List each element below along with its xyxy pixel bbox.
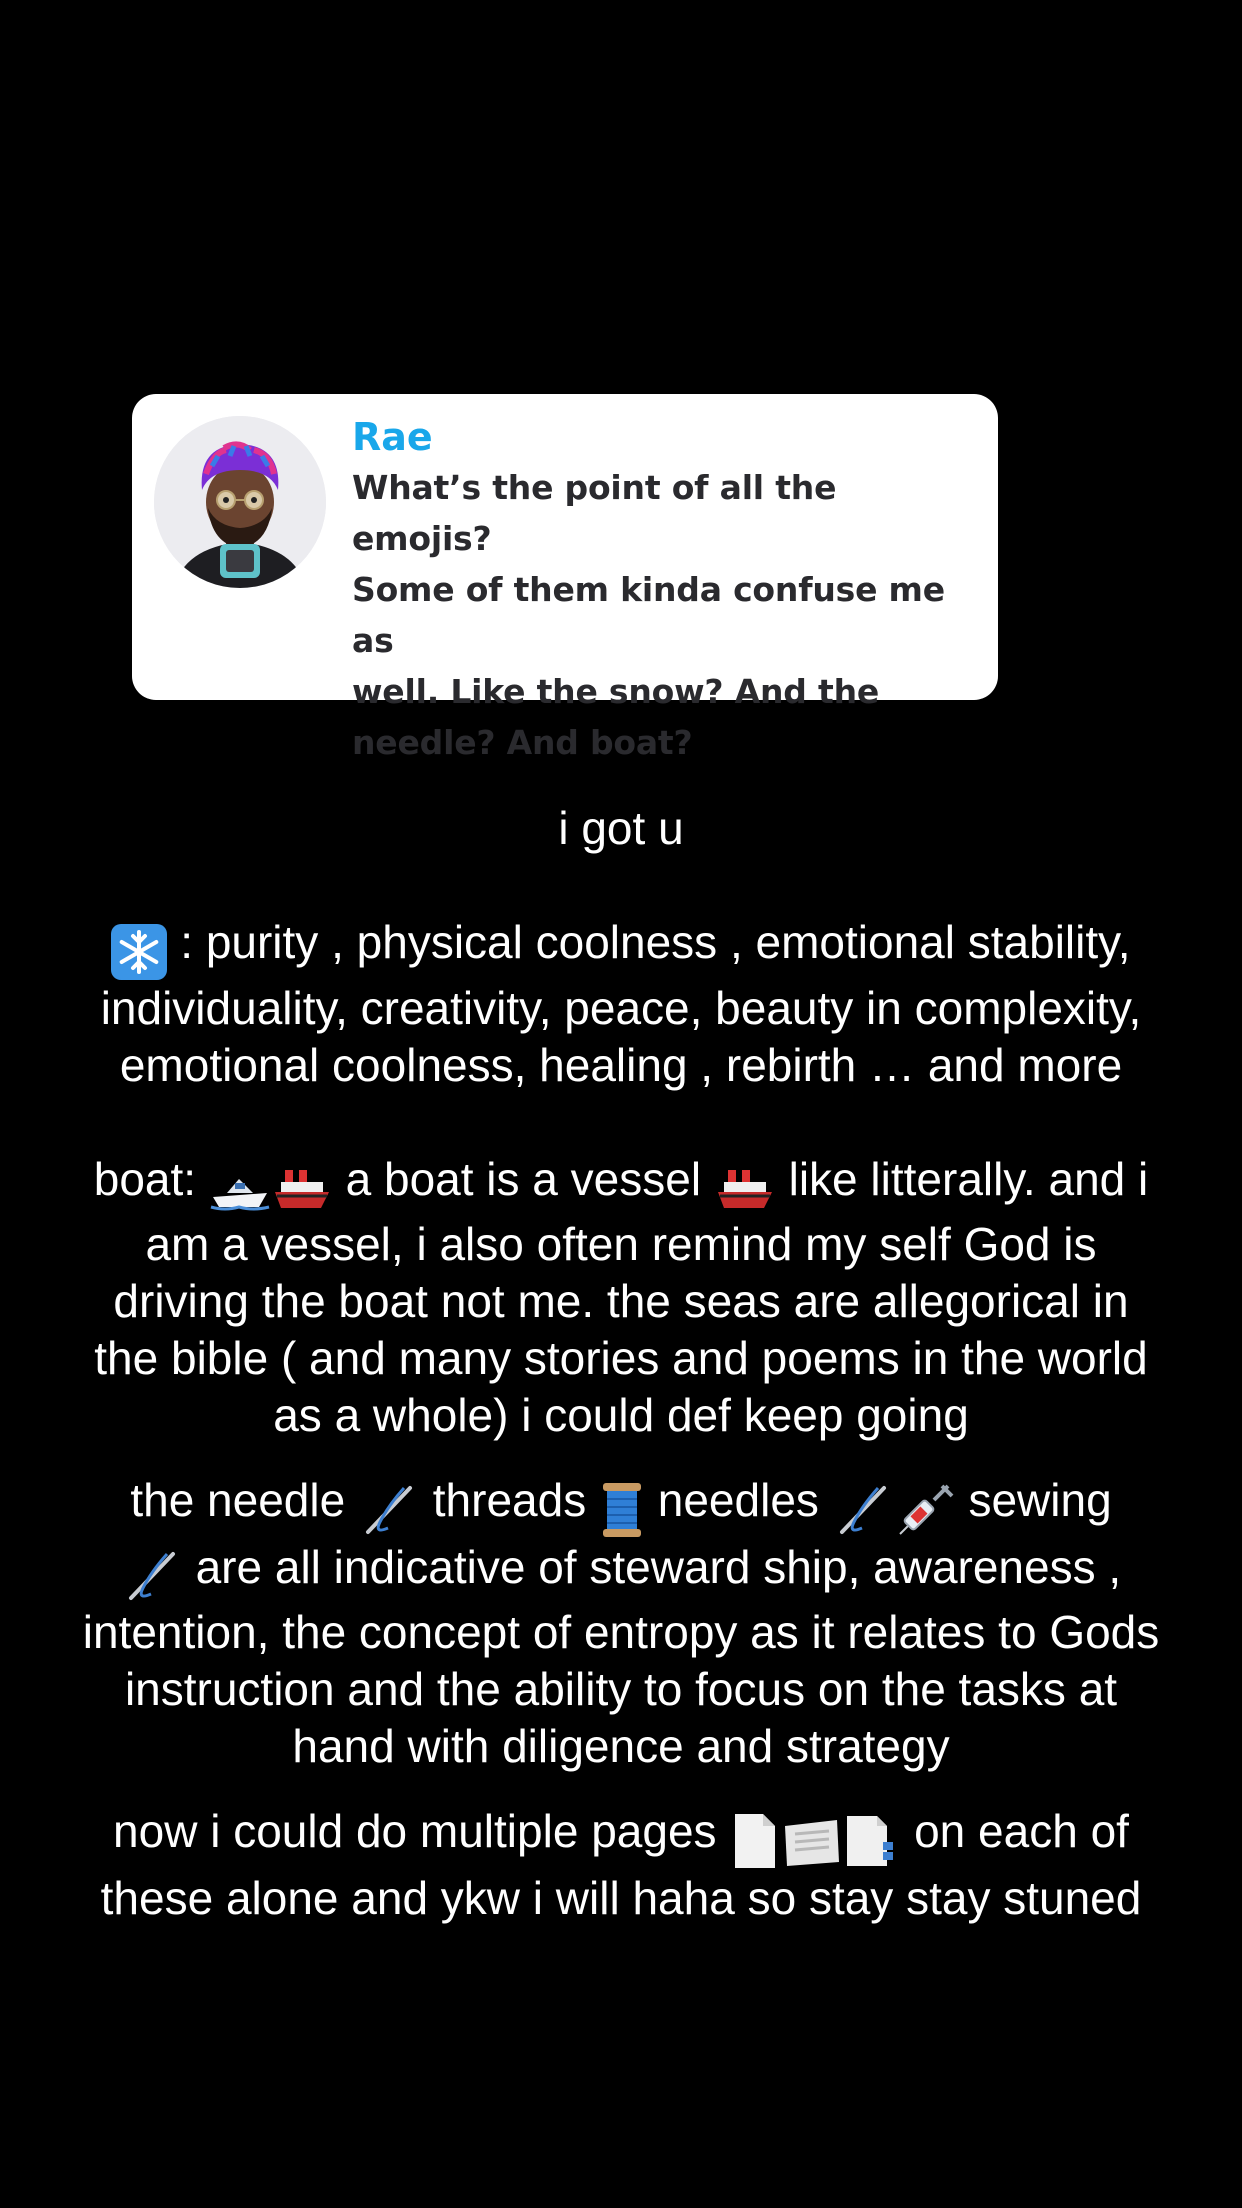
syringe-icon bbox=[894, 1478, 956, 1538]
question-line: What’s the point of all the emojis? bbox=[352, 468, 837, 558]
caption-needle-text: threads bbox=[419, 1474, 599, 1526]
caption-needle-text: are all indicative of steward ship, awareness , bbox=[182, 1540, 1122, 1593]
caption-snow-line: emotional coolness, healing , rebirth … and more bbox=[119, 1038, 1123, 1091]
question-text bbox=[352, 462, 972, 768]
snowflake-icon bbox=[111, 920, 167, 980]
thread-spool-icon bbox=[599, 1478, 645, 1539]
story-caption bbox=[30, 800, 1212, 1927]
question-line: well. Like the snow? And the bbox=[352, 672, 880, 711]
caption-pages-text: now i could do multiple pages bbox=[113, 1805, 730, 1857]
story-reply-card[interactable] bbox=[132, 394, 998, 762]
caption-boat-middle: a boat is a vessel bbox=[332, 1152, 714, 1205]
bookmark-tabs-icon bbox=[843, 1809, 901, 1870]
caption-needle-line bbox=[30, 1539, 1212, 1605]
sewing-needle-icon bbox=[832, 1478, 894, 1538]
caption-boat-line: the bible ( and many stories and poems in the world bbox=[94, 1332, 1148, 1384]
caption-pages-line: these alone and ykw i will haha so stay stay stuned bbox=[100, 1871, 1142, 1924]
caption-needle-line: instruction and the ability to focus on the tasks at bbox=[124, 1663, 1118, 1715]
caption-pages-line bbox=[30, 1803, 1212, 1870]
bitmoji-avatar-icon bbox=[154, 416, 326, 588]
caption-intro: i got u bbox=[558, 802, 684, 854]
sewing-needle-icon bbox=[121, 1545, 183, 1605]
caption-needle-text: sewing bbox=[955, 1474, 1112, 1526]
caption-needle-line bbox=[30, 1472, 1212, 1539]
ship-icon bbox=[714, 1157, 776, 1217]
caption-needle-line: hand with diligence and strategy bbox=[292, 1720, 950, 1772]
avatar[interactable] bbox=[154, 416, 326, 588]
question-line: Some of them kinda confuse me as bbox=[352, 570, 945, 660]
caption-boat-line: as a whole) i could def keep going bbox=[273, 1389, 969, 1441]
caption-needle-text: the needle bbox=[130, 1474, 358, 1526]
speedboat-icon bbox=[209, 1157, 271, 1214]
caption-snow-text: : purity , physical coolness , emotional stability, bbox=[167, 916, 1131, 968]
sender-name: Rae bbox=[352, 415, 433, 459]
caption-boat-prefix: boat: bbox=[93, 1152, 209, 1205]
caption-needle-line: intention, the concept of entropy as it relates to Gods bbox=[82, 1606, 1160, 1658]
caption-snow-line: individuality, creativity, peace, beauty in complexity, bbox=[100, 981, 1142, 1034]
question-line: needle? And boat? bbox=[352, 723, 693, 762]
caption-boat-line: am a vessel, i also often remind my self God is bbox=[145, 1218, 1097, 1270]
caption-pages-text: on each of bbox=[901, 1805, 1129, 1857]
caption-snow-line bbox=[30, 914, 1212, 980]
caption-boat-line bbox=[30, 1151, 1212, 1217]
sewing-needle-icon bbox=[358, 1478, 420, 1538]
caption-boat-suffix: like litterally. and i bbox=[775, 1152, 1149, 1205]
caption-needle-text: needles bbox=[644, 1474, 832, 1526]
caption-boat-line: driving the boat not me. the seas are allegorical in bbox=[113, 1275, 1129, 1327]
ship-icon bbox=[271, 1157, 333, 1217]
newspaper-icon bbox=[781, 1809, 843, 1870]
reply-card-text bbox=[352, 412, 972, 768]
page-facing-up-icon bbox=[729, 1809, 781, 1870]
